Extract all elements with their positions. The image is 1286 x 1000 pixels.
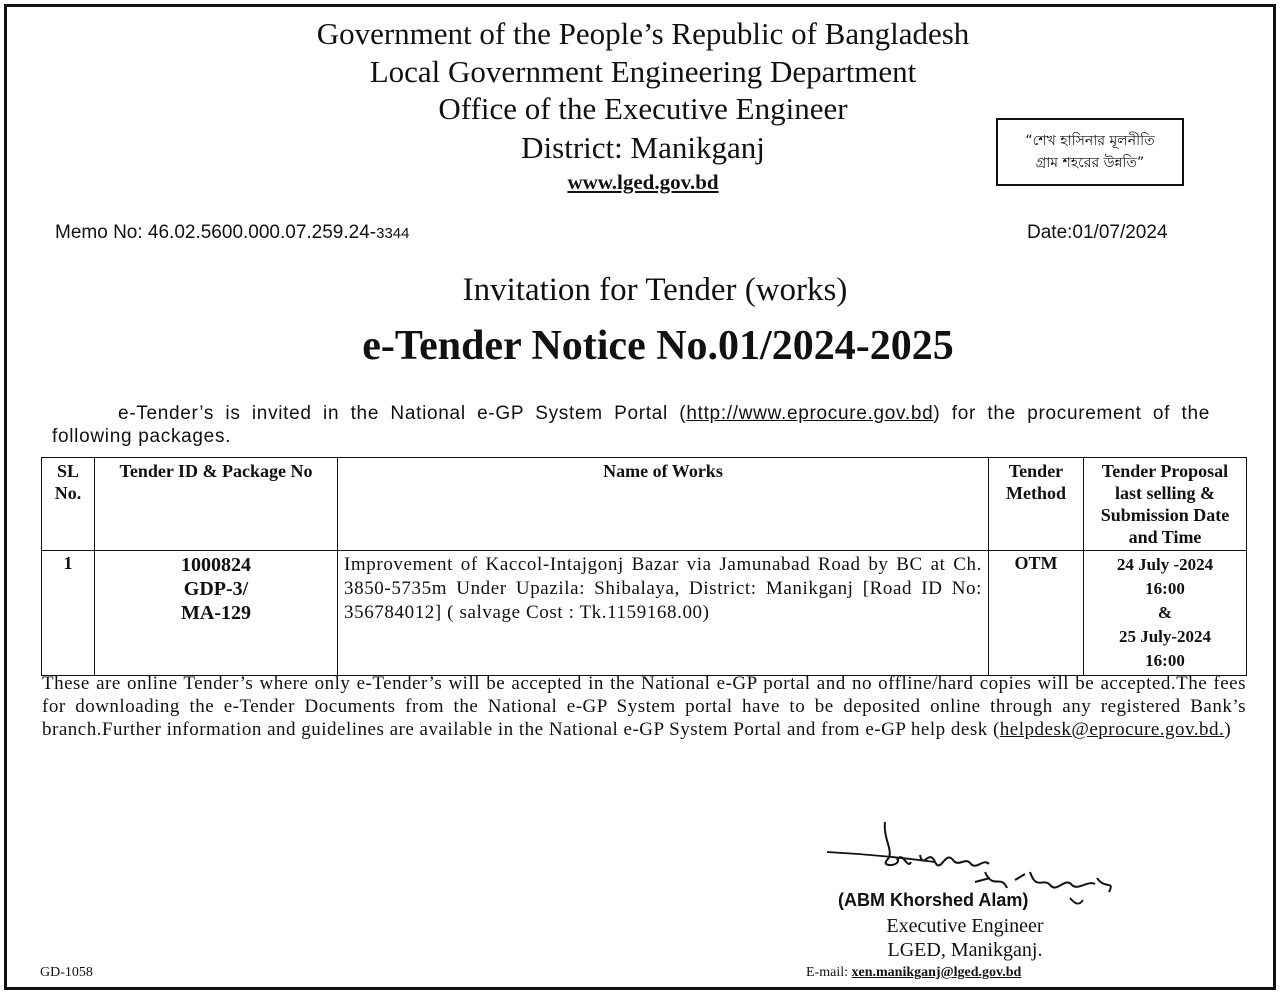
instructions-text: These are online Tender’s where only e-Tender’s will be accepted in the National e-GP portal and no offline/hard copies will be accepted.The fees for downloading the e-Tender Documents from the National e-GP System portal have to be deposited online through any registered Bank’s branch.Further information and guidelines are available in the National e-GP System Portal and from e-GP help desk (	[42, 673, 1246, 740]
header-tender-id: Tender ID & Package No	[95, 458, 338, 551]
memo-number	[55, 222, 410, 244]
cell-tender-method: OTM	[989, 551, 1084, 676]
package-no-part1: GDP-3/	[183, 578, 249, 600]
form-code: GD-1058	[40, 965, 93, 980]
header-proposal-date: Tender Proposal last selling & Submission Date and Time	[1084, 458, 1247, 551]
instructions-close: )	[1224, 719, 1232, 740]
tender-id: 1000824	[181, 554, 251, 576]
department-title: Local Government Engineering Department	[369, 54, 917, 89]
cell-name-of-works: Improvement of Kaccol-Intajgonj Bazar via Jamunabad Road by BC at Ch. 3850-5735m Under Upazila: Shibalaya, District: Manikganj [Road ID No: 356784012] ( salvage Cost : Tk.1159168.00)	[338, 551, 989, 676]
table-row	[42, 551, 1247, 676]
selling-date: 24 July -2024	[1116, 555, 1214, 574]
helpdesk-email-link[interactable]: helpdesk@eprocure.gov.bd.	[999, 719, 1225, 740]
date-separator: &	[1157, 603, 1173, 622]
office-title: Office of the Executive Engineer	[438, 91, 848, 126]
header-name-of-works: Name of Works	[338, 458, 989, 551]
eprocure-link[interactable]: http://www.eprocure.gov.bd	[686, 403, 934, 424]
table-header-row	[42, 458, 1247, 551]
invitation-title: Invitation for Tender (works)	[462, 272, 848, 308]
cell-sl: 1	[42, 551, 95, 676]
submission-date: 25 July-2024	[1118, 627, 1212, 646]
slogan-line-2: গ্রাম শহরের উন্নতি”	[1035, 155, 1145, 171]
header-tender-method: Tender Method	[989, 458, 1084, 551]
slogan-line-1: “শেখ হাসিনার মূলনীতি	[1025, 133, 1155, 149]
package-no-part2: MA-129	[181, 602, 251, 624]
slogan-box	[996, 118, 1184, 186]
intro-text-after: ) for the procurement of the following packages.	[52, 403, 1211, 447]
signatory-block	[850, 914, 1080, 962]
district-title: District: Manikganj	[521, 130, 765, 165]
selling-time: 16:00	[1145, 579, 1185, 598]
intro-text-before: e-Tender’s is invited in the National e-GP System Portal (	[118, 403, 687, 424]
memo-label: Memo No: 46.02.5600.000.07.259.24-	[55, 222, 377, 243]
signatory-title: Executive Engineer	[886, 915, 1044, 937]
cell-proposal-date	[1084, 551, 1247, 676]
signatory-name: (ABM Khorshed Alam)	[838, 890, 1029, 910]
memo-serial: 3344	[376, 225, 410, 242]
tender-table	[41, 457, 1247, 676]
cell-tender-id	[95, 551, 338, 676]
instructions-paragraph	[42, 672, 1246, 741]
website-link[interactable]: www.lged.gov.bd	[567, 170, 719, 194]
email-address-link[interactable]: xen.manikganj@lged.gov.bd	[851, 965, 1022, 980]
header-sl: SL No.	[42, 458, 95, 551]
memo-date: Date:01/07/2024	[1027, 222, 1168, 243]
intro-paragraph	[52, 402, 1210, 448]
government-title: Government of the People’s Republic of Bangladesh	[316, 16, 970, 51]
submission-time: 16:00	[1145, 651, 1185, 670]
notice-title: e-Tender Notice No.01/2024-2025	[362, 323, 954, 369]
signatory-office: LGED, Manikganj.	[887, 939, 1043, 961]
signatory-email	[806, 965, 1021, 981]
email-label: E-mail:	[806, 965, 852, 980]
